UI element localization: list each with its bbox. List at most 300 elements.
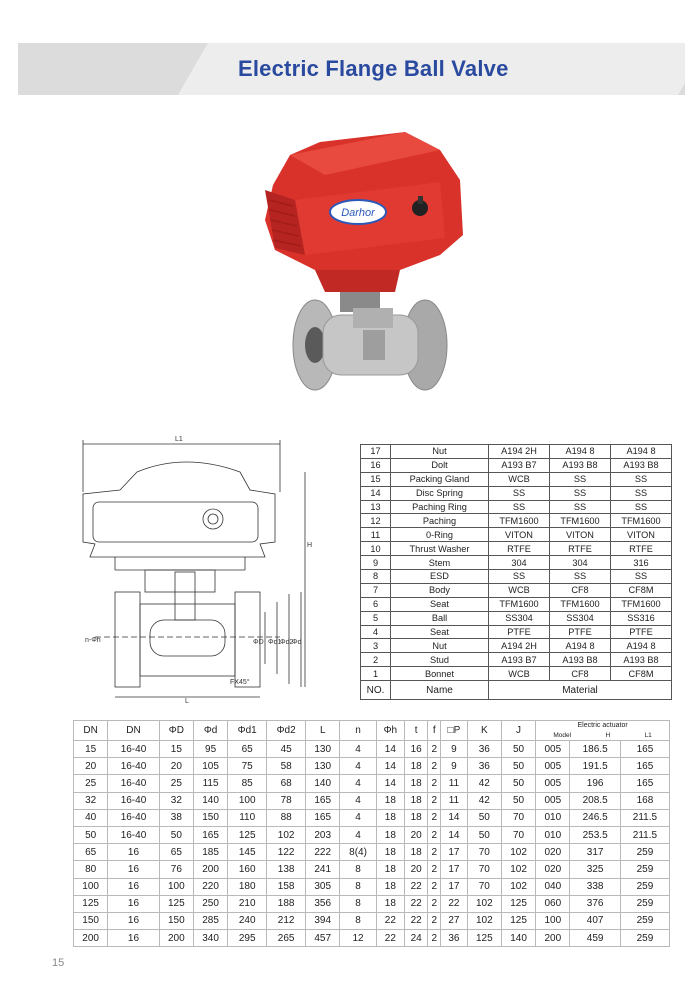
parts-cell-m1: WCB <box>489 472 550 486</box>
dimension-cell: 50 <box>501 792 535 809</box>
dimension-cell: 2 <box>428 844 441 861</box>
dimension-cell: 20 <box>159 758 193 775</box>
dimension-cell: 40 <box>74 809 108 826</box>
dimension-cell: 145 <box>228 844 267 861</box>
dimension-cell: 165 <box>306 792 340 809</box>
dimension-cell: 70 <box>467 878 501 895</box>
parts-cell-m2: 304 <box>550 556 611 570</box>
parts-cell-m3: A193 B8 <box>611 653 672 667</box>
technical-drawing <box>75 432 360 704</box>
parts-cell-name: Paching <box>391 514 489 528</box>
dimension-cell: 85 <box>228 775 267 792</box>
dimension-cell: 060 <box>536 895 570 912</box>
dimension-cell: 18 <box>376 861 404 878</box>
dimension-cell: 125 <box>159 895 193 912</box>
dimension-cell: 259 <box>620 861 669 878</box>
dimension-cell: 125 <box>501 895 535 912</box>
dimension-cell: 42 <box>467 775 501 792</box>
dimension-cell: 102 <box>501 861 535 878</box>
dimension-cell: 65 <box>74 844 108 861</box>
dimension-cell: 18 <box>404 775 427 792</box>
parts-cell-name: ESD <box>391 570 489 584</box>
dimension-cell: 16-40 <box>108 792 159 809</box>
parts-cell-no: 6 <box>361 597 391 611</box>
dimension-cell: 16 <box>108 930 159 947</box>
dimension-row <box>74 809 670 826</box>
dimension-row <box>74 792 670 809</box>
dimension-cell: 15 <box>159 741 193 758</box>
dimension-row <box>74 930 670 947</box>
parts-cell-m1: A193 B7 <box>489 458 550 472</box>
dimension-cell: 22 <box>441 895 468 912</box>
dimension-cell: 150 <box>74 912 108 929</box>
dimension-cell: 80 <box>74 861 108 878</box>
dimension-cell: 16 <box>108 912 159 929</box>
actuator-header-cell <box>536 721 670 741</box>
dimension-cell: 20 <box>74 758 108 775</box>
dimension-cell: 16-40 <box>108 826 159 843</box>
dimension-cell: 240 <box>228 912 267 929</box>
parts-row <box>361 472 672 486</box>
dimension-cell: 16 <box>404 741 427 758</box>
dimension-cell: 70 <box>467 844 501 861</box>
dim-label-d1: Φd1 <box>268 639 282 646</box>
dimension-cell: 130 <box>306 741 340 758</box>
dimension-cell: 165 <box>193 826 227 843</box>
dimension-cell: 356 <box>306 895 340 912</box>
parts-cell-m1: SS304 <box>489 611 550 625</box>
dimension-cell: 191.5 <box>570 758 620 775</box>
parts-cell-m3: TFM1600 <box>611 514 672 528</box>
parts-cell-m1: SS <box>489 570 550 584</box>
parts-cell-m2: SS <box>550 472 611 486</box>
parts-cell-m1: 304 <box>489 556 550 570</box>
dimension-cell: 305 <box>306 878 340 895</box>
parts-cell-m2: A194 8 <box>550 639 611 653</box>
parts-row <box>361 556 672 570</box>
dimension-cell: 24 <box>404 930 427 947</box>
dimension-cell: 138 <box>267 861 306 878</box>
dimension-cell: 265 <box>267 930 306 947</box>
dimension-cell: 4 <box>340 809 376 826</box>
dimension-cell: 212 <box>267 912 306 929</box>
parts-cell-name: Stem <box>391 556 489 570</box>
dimension-cell: 168 <box>620 792 669 809</box>
parts-cell-name: Ball <box>391 611 489 625</box>
title-banner <box>18 43 685 95</box>
dimension-row <box>74 878 670 895</box>
parts-row <box>361 445 672 459</box>
dimension-cell: 317 <box>570 844 620 861</box>
parts-cell-name: Thrust Washer <box>391 542 489 556</box>
parts-cell-no: 13 <box>361 500 391 514</box>
parts-row <box>361 653 672 667</box>
dim-label-dd: Φd <box>292 639 302 646</box>
dimension-cell: 253.5 <box>570 826 620 843</box>
dimension-row <box>74 895 670 912</box>
dimension-cell: 18 <box>376 809 404 826</box>
parts-row <box>361 583 672 597</box>
parts-cell-m2: A193 B8 <box>550 653 611 667</box>
dimension-cell: 14 <box>376 775 404 792</box>
dimension-cell: 17 <box>441 878 468 895</box>
dimension-cell: 295 <box>228 930 267 947</box>
dimension-cell: 2 <box>428 878 441 895</box>
dimension-cell: 16 <box>108 878 159 895</box>
dimension-cell: 4 <box>340 741 376 758</box>
dimension-cell: 65 <box>228 741 267 758</box>
parts-cell-m1: SS <box>489 486 550 500</box>
parts-cell-m3: SS <box>611 500 672 514</box>
dimension-cell: 11 <box>441 775 468 792</box>
parts-cell-name: Dolt <box>391 458 489 472</box>
dimension-cell: 259 <box>620 912 669 929</box>
dimension-cell: 18 <box>376 792 404 809</box>
dimension-cell: 4 <box>340 792 376 809</box>
parts-cell-no: 16 <box>361 458 391 472</box>
parts-cell-m1: TFM1600 <box>489 597 550 611</box>
dimension-row <box>74 775 670 792</box>
dimension-row <box>74 912 670 929</box>
parts-cell-m2: CF8 <box>550 583 611 597</box>
parts-cell-m3: SS <box>611 486 672 500</box>
parts-cell-m3: SS <box>611 570 672 584</box>
dimension-cell: 18 <box>404 758 427 775</box>
dimension-cell: 20 <box>404 826 427 843</box>
dimension-cell: 95 <box>193 741 227 758</box>
dimension-cell: 210 <box>228 895 267 912</box>
dimension-cell: 18 <box>404 792 427 809</box>
dimension-cell: 36 <box>467 741 501 758</box>
dimension-cell: 58 <box>267 758 306 775</box>
dimension-cell: 180 <box>228 878 267 895</box>
dim-label-d2: Φd2 <box>280 639 294 646</box>
dimension-cell: 125 <box>74 895 108 912</box>
dimension-cell: 2 <box>428 741 441 758</box>
parts-row <box>361 458 672 472</box>
actuator-model-label: Model <box>553 732 572 739</box>
dimension-cell: 102 <box>467 912 501 929</box>
parts-cell-m1: A193 B7 <box>489 653 550 667</box>
dimension-cell: 50 <box>501 775 535 792</box>
dimension-cell: 88 <box>267 809 306 826</box>
dimension-cell: 76 <box>159 861 193 878</box>
dimension-cell: 125 <box>228 826 267 843</box>
parts-row <box>361 639 672 653</box>
dimension-cell: 394 <box>306 912 340 929</box>
dimension-cell: 22 <box>404 912 427 929</box>
dimension-cell: 259 <box>620 878 669 895</box>
parts-row <box>361 486 672 500</box>
brand-logo: Darhor <box>341 207 375 219</box>
dimension-cell: 4 <box>340 758 376 775</box>
dimension-cell: 16-40 <box>108 741 159 758</box>
dimension-cell: 100 <box>74 878 108 895</box>
dimension-cell: 160 <box>228 861 267 878</box>
dimension-cell: 50 <box>159 826 193 843</box>
dimension-cell: 222 <box>306 844 340 861</box>
parts-cell-m3: TFM1600 <box>611 597 672 611</box>
dimension-cell: 259 <box>620 844 669 861</box>
dimension-cell: 22 <box>404 895 427 912</box>
dimension-cell: 203 <box>306 826 340 843</box>
dimension-cell: 200 <box>193 861 227 878</box>
dimension-cell: 78 <box>267 792 306 809</box>
parts-row <box>361 542 672 556</box>
actuator-title: Electric actuator <box>577 722 628 729</box>
dimension-cell: 14 <box>441 809 468 826</box>
dimension-cell: 8(4) <box>340 844 376 861</box>
parts-cell-no: 11 <box>361 528 391 542</box>
parts-cell-no: 9 <box>361 556 391 570</box>
dimension-cell: 12 <box>340 930 376 947</box>
dimension-cell: 15 <box>74 741 108 758</box>
dim-label-l: L <box>185 698 189 704</box>
parts-footer-row <box>361 681 672 700</box>
dimension-cell: 115 <box>193 775 227 792</box>
parts-cell-m2: A194 8 <box>550 445 611 459</box>
dimension-cell: 325 <box>570 861 620 878</box>
dimension-header-cell: Φd <box>193 721 227 741</box>
dimension-cell: 14 <box>441 826 468 843</box>
parts-cell-no: 2 <box>361 653 391 667</box>
dimension-cell: 75 <box>228 758 267 775</box>
dimension-header-cell: DN <box>74 721 108 741</box>
parts-footer-name: Name <box>391 681 489 700</box>
parts-cell-m3: A194 8 <box>611 445 672 459</box>
dimension-cell: 125 <box>501 912 535 929</box>
dimension-cell: 020 <box>536 844 570 861</box>
dimension-cell: 18 <box>376 826 404 843</box>
dimension-cell: 9 <box>441 758 468 775</box>
dim-label-h: H <box>307 542 313 549</box>
dimension-cell: 241 <box>306 861 340 878</box>
parts-cell-m3: VITON <box>611 528 672 542</box>
dimension-cell: 220 <box>193 878 227 895</box>
parts-cell-no: 4 <box>361 625 391 639</box>
dimension-cell: 18 <box>404 809 427 826</box>
dimension-cell: 200 <box>159 930 193 947</box>
dimension-cell: 45 <box>267 741 306 758</box>
dimension-cell: 22 <box>404 878 427 895</box>
dimension-cell: 165 <box>620 741 669 758</box>
dimension-cell: 005 <box>536 741 570 758</box>
dimension-cell: 130 <box>306 758 340 775</box>
dimension-cell: 100 <box>159 878 193 895</box>
dimension-cell: 50 <box>501 758 535 775</box>
dimension-header-cell: n <box>340 721 376 741</box>
parts-cell-no: 7 <box>361 583 391 597</box>
dimension-cell: 102 <box>501 844 535 861</box>
parts-row <box>361 528 672 542</box>
parts-row <box>361 611 672 625</box>
parts-cell-name: Seat <box>391 597 489 611</box>
dimension-cell: 140 <box>193 792 227 809</box>
dimension-cell: 005 <box>536 792 570 809</box>
dimension-header-cell: Φh <box>376 721 404 741</box>
dimension-cell: 005 <box>536 775 570 792</box>
dimension-cell: 005 <box>536 758 570 775</box>
parts-cell-name: Bonnet <box>391 667 489 681</box>
dimension-cell: 150 <box>193 809 227 826</box>
dimension-cell: 70 <box>467 861 501 878</box>
dimension-cell: 211.5 <box>620 826 669 843</box>
dim-label-chamfer: FX45° <box>230 679 250 686</box>
dimension-cell: 32 <box>159 792 193 809</box>
dimension-header-cell: □P <box>441 721 468 741</box>
dimension-cell: 18 <box>404 844 427 861</box>
dimension-cell: 140 <box>306 775 340 792</box>
dimension-cell: 18 <box>376 878 404 895</box>
parts-cell-m2: CF8 <box>550 667 611 681</box>
dimension-cell: 122 <box>267 844 306 861</box>
parts-cell-m2: RTFE <box>550 542 611 556</box>
dimension-cell: 200 <box>536 930 570 947</box>
dimension-cell: 100 <box>536 912 570 929</box>
dimension-cell: 4 <box>340 826 376 843</box>
dimension-cell: 2 <box>428 895 441 912</box>
parts-cell-name: Disc Spring <box>391 486 489 500</box>
dimension-cell: 102 <box>501 878 535 895</box>
page-title: Electric Flange Ball Valve <box>238 56 509 81</box>
parts-row <box>361 667 672 681</box>
dimension-cell: 102 <box>467 895 501 912</box>
dimension-cell: 16 <box>108 844 159 861</box>
dimension-header-cell: t <box>404 721 427 741</box>
dimension-cell: 68 <box>267 775 306 792</box>
parts-cell-m3: CF8M <box>611 583 672 597</box>
dimension-cell: 100 <box>228 792 267 809</box>
parts-cell-m3: SS316 <box>611 611 672 625</box>
dimension-header-row <box>74 721 670 741</box>
dimension-cell: 165 <box>620 775 669 792</box>
dimension-header-cell: ΦD <box>159 721 193 741</box>
dimension-cell: 8 <box>340 912 376 929</box>
parts-cell-m2: A193 B8 <box>550 458 611 472</box>
parts-cell-name: Packing Gland <box>391 472 489 486</box>
dimension-cell: 2 <box>428 758 441 775</box>
dimension-cell: 16-40 <box>108 758 159 775</box>
parts-cell-m3: 316 <box>611 556 672 570</box>
dimension-cell: 38 <box>159 809 193 826</box>
dimension-cell: 2 <box>428 912 441 929</box>
dimension-header-cell: f <box>428 721 441 741</box>
dimension-cell: 8 <box>340 895 376 912</box>
dimension-cell: 2 <box>428 792 441 809</box>
parts-cell-m1: VITON <box>489 528 550 542</box>
dimension-cell: 9 <box>441 741 468 758</box>
parts-cell-m2: SS <box>550 500 611 514</box>
parts-cell-m2: SS <box>550 486 611 500</box>
dimension-cell: 36 <box>441 930 468 947</box>
product-photo <box>235 120 485 425</box>
dimension-cell: 407 <box>570 912 620 929</box>
dimension-cell: 2 <box>428 775 441 792</box>
dimension-cell: 250 <box>193 895 227 912</box>
parts-cell-m3: RTFE <box>611 542 672 556</box>
dimension-cell: 259 <box>620 895 669 912</box>
dimension-cell: 36 <box>467 758 501 775</box>
dimension-header-cell: J <box>501 721 535 741</box>
dimension-cell: 140 <box>501 930 535 947</box>
dimension-cell: 50 <box>74 826 108 843</box>
dimension-header-cell: DN <box>108 721 159 741</box>
dimension-cell: 18 <box>376 895 404 912</box>
dimension-cell: 196 <box>570 775 620 792</box>
dimension-cell: 188 <box>267 895 306 912</box>
parts-cell-no: 3 <box>361 639 391 653</box>
dimension-cell: 338 <box>570 878 620 895</box>
dimension-cell: 010 <box>536 809 570 826</box>
dimension-row <box>74 861 670 878</box>
parts-cell-name: Nut <box>391 445 489 459</box>
parts-footer-no: NO. <box>361 681 391 700</box>
parts-cell-m1: WCB <box>489 583 550 597</box>
dimension-cell: 186.5 <box>570 741 620 758</box>
dimension-header-cell: Φd1 <box>228 721 267 741</box>
dimension-cell: 14 <box>376 758 404 775</box>
parts-cell-m3: CF8M <box>611 667 672 681</box>
parts-cell-m3: A194 8 <box>611 639 672 653</box>
parts-cell-name: Body <box>391 583 489 597</box>
dimension-cell: 2 <box>428 930 441 947</box>
dimension-cell: 2 <box>428 861 441 878</box>
actuator-h-label: H <box>605 732 611 739</box>
dimension-cell: 25 <box>74 775 108 792</box>
actuator-l1-label: L1 <box>644 732 652 739</box>
parts-cell-m2: TFM1600 <box>550 514 611 528</box>
parts-cell-no: 5 <box>361 611 391 625</box>
dimension-cell: 110 <box>228 809 267 826</box>
parts-cell-m1: A194 2H <box>489 639 550 653</box>
parts-cell-no: 8 <box>361 570 391 584</box>
dimension-cell: 11 <box>441 792 468 809</box>
dimension-table <box>73 720 670 947</box>
dimension-cell: 259 <box>620 930 669 947</box>
dimension-cell: 459 <box>570 930 620 947</box>
dimension-cell: 2 <box>428 826 441 843</box>
dim-label-l1: L1 <box>175 436 183 443</box>
dimension-cell: 285 <box>193 912 227 929</box>
dimension-cell: 340 <box>193 930 227 947</box>
parts-cell-name: Seat <box>391 625 489 639</box>
parts-row <box>361 570 672 584</box>
parts-cell-m1: SS <box>489 500 550 514</box>
dimension-cell: 17 <box>441 844 468 861</box>
dimension-cell: 4 <box>340 775 376 792</box>
dim-label-nh: n-Φh <box>85 637 101 644</box>
parts-cell-m1: A194 2H <box>489 445 550 459</box>
dimension-row <box>74 844 670 861</box>
parts-footer-material: Material <box>489 681 672 700</box>
parts-cell-name: 0-Ring <box>391 528 489 542</box>
dimension-cell: 25 <box>159 775 193 792</box>
dimension-cell: 18 <box>376 844 404 861</box>
dimension-cell: 16-40 <box>108 775 159 792</box>
dim-label-d: ΦD <box>253 639 264 646</box>
dimension-cell: 22 <box>376 912 404 929</box>
dimension-cell: 17 <box>441 861 468 878</box>
dimension-cell: 70 <box>501 826 535 843</box>
dimension-cell: 040 <box>536 878 570 895</box>
dimension-cell: 010 <box>536 826 570 843</box>
dimension-cell: 70 <box>501 809 535 826</box>
dimension-cell: 8 <box>340 878 376 895</box>
parts-cell-m2: VITON <box>550 528 611 542</box>
parts-cell-m3: PTFE <box>611 625 672 639</box>
dimension-cell: 102 <box>267 826 306 843</box>
parts-row <box>361 500 672 514</box>
